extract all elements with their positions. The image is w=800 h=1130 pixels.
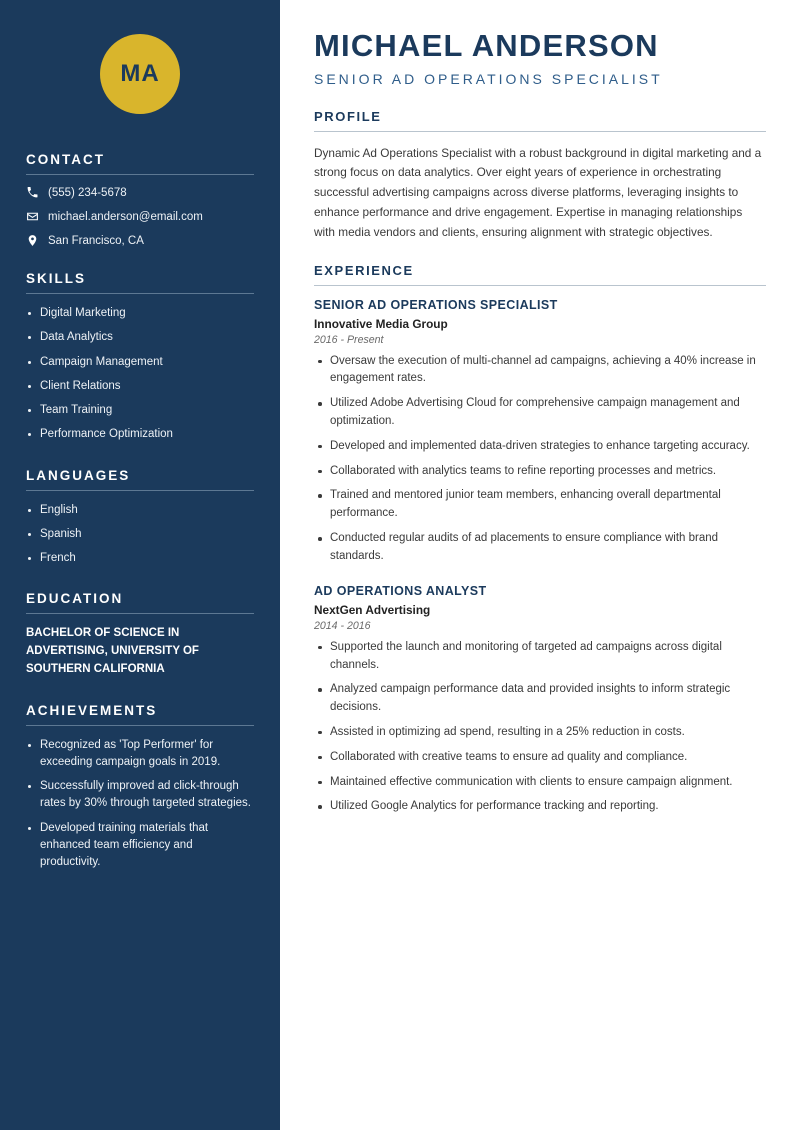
languages-section — [26, 468, 254, 568]
headline-subtitle: SENIOR AD OPERATIONS SPECIALIST — [314, 70, 663, 87]
contact-phone-value: (555) 234-5678 — [48, 186, 127, 199]
list-item: Digital Marketing — [26, 305, 254, 322]
list-item: Data Analytics — [26, 329, 254, 346]
list-item: Analyzed campaign performance data and provided insights to inform strategic decisions. — [314, 681, 766, 717]
education-section — [26, 591, 254, 678]
contact-section — [26, 152, 254, 247]
list-item: Collaborated with analytics teams to refine reporting processes and metrics. — [314, 463, 766, 481]
skills-section — [26, 271, 254, 444]
list-item: Developed training materials that enhanced team efficiency and productivity. — [26, 820, 254, 872]
list-item: Spanish — [26, 526, 254, 543]
list-item: Team Training — [26, 402, 254, 419]
achievements-heading: ACHIEVEMENTS — [26, 703, 254, 726]
experience-heading: EXPERIENCE — [314, 263, 766, 286]
job-bullets — [314, 353, 766, 566]
list-item: Maintained effective communication with clients to ensure campaign alignment. — [314, 774, 766, 792]
phone-icon — [26, 186, 46, 199]
list-item: English — [26, 502, 254, 519]
page-title: MICHAEL ANDERSON — [314, 28, 659, 63]
skills-heading: SKILLS — [26, 271, 254, 294]
job-dates: 2016 - Present — [314, 333, 384, 346]
avatar-monogram: MA — [100, 34, 180, 114]
list-item: Campaign Management — [26, 354, 254, 371]
job-company: Innovative Media Group — [314, 316, 448, 331]
contact-phone-row — [26, 186, 254, 199]
experience-item — [314, 298, 766, 566]
experience-item — [314, 584, 766, 817]
list-item: Utilized Google Analytics for performance tracking and reporting. — [314, 798, 766, 816]
profile-section — [314, 109, 766, 243]
list-item: Assisted in optimizing ad spend, resulting in a 25% reduction in costs. — [314, 724, 766, 742]
job-dates: 2014 - 2016 — [314, 619, 371, 632]
job-role: AD OPERATIONS ANALYST — [314, 583, 487, 598]
contact-location-value: San Francisco, CA — [48, 234, 144, 247]
profile-text: Dynamic Ad Operations Specialist with a robust background in digital marketing and a strong focus on data analytics. Over eight years of experience in orchestrating successful advertising campaigns across diverse platforms, leveraging insights to enhance performance and drive engagement. Expertise in managing relationships with media vendors and clients, ensuring alignment with strategic objectives. — [314, 145, 762, 239]
achievements-section — [26, 703, 254, 872]
list-item: Successfully improved ad click-through rates by 30% through targeted strategies. — [26, 778, 254, 813]
education-item: BACHELOR OF SCIENCE IN ADVERTISING, UNIVERSITY OF SOUTHERN CALIFORNIA — [26, 627, 199, 675]
list-item: Oversaw the execution of multi-channel ad campaigns, achieving a 40% increase in engagement rates. — [314, 353, 766, 389]
main-content — [280, 0, 800, 1130]
location-pin-icon — [26, 234, 46, 247]
list-item: Developed and implemented data-driven strategies to enhance targeting accuracy. — [314, 438, 766, 456]
envelope-icon — [26, 210, 46, 223]
contact-email-row — [26, 210, 254, 223]
languages-list — [26, 502, 254, 568]
contact-email-value: michael.anderson@email.com — [48, 210, 203, 223]
list-item: Recognized as 'Top Performer' for exceeding campaign goals in 2019. — [26, 737, 254, 772]
contact-location-row — [26, 234, 254, 247]
languages-heading: LANGUAGES — [26, 468, 254, 491]
list-item: Utilized Adobe Advertising Cloud for comprehensive campaign management and optimization. — [314, 395, 766, 431]
skills-list — [26, 305, 254, 444]
education-heading: EDUCATION — [26, 591, 254, 614]
profile-heading: PROFILE — [314, 109, 766, 132]
achievements-list — [26, 737, 254, 872]
avatar-wrap — [26, 0, 254, 152]
list-item: Trained and mentored junior team members, enhancing overall departmental performance. — [314, 487, 766, 523]
contact-heading: CONTACT — [26, 152, 254, 175]
job-bullets — [314, 639, 766, 817]
list-item: Client Relations — [26, 378, 254, 395]
job-company: NextGen Advertising — [314, 602, 431, 617]
list-item: Conducted regular audits of ad placements to ensure compliance with brand standards. — [314, 530, 766, 566]
list-item: French — [26, 550, 254, 567]
list-item: Supported the launch and monitoring of targeted ad campaigns across digital channels. — [314, 639, 766, 675]
list-item: Performance Optimization — [26, 426, 254, 443]
job-role: SENIOR AD OPERATIONS SPECIALIST — [314, 297, 558, 312]
list-item: Collaborated with creative teams to ensure ad quality and compliance. — [314, 749, 766, 767]
experience-section — [314, 263, 766, 817]
sidebar — [0, 0, 280, 1130]
